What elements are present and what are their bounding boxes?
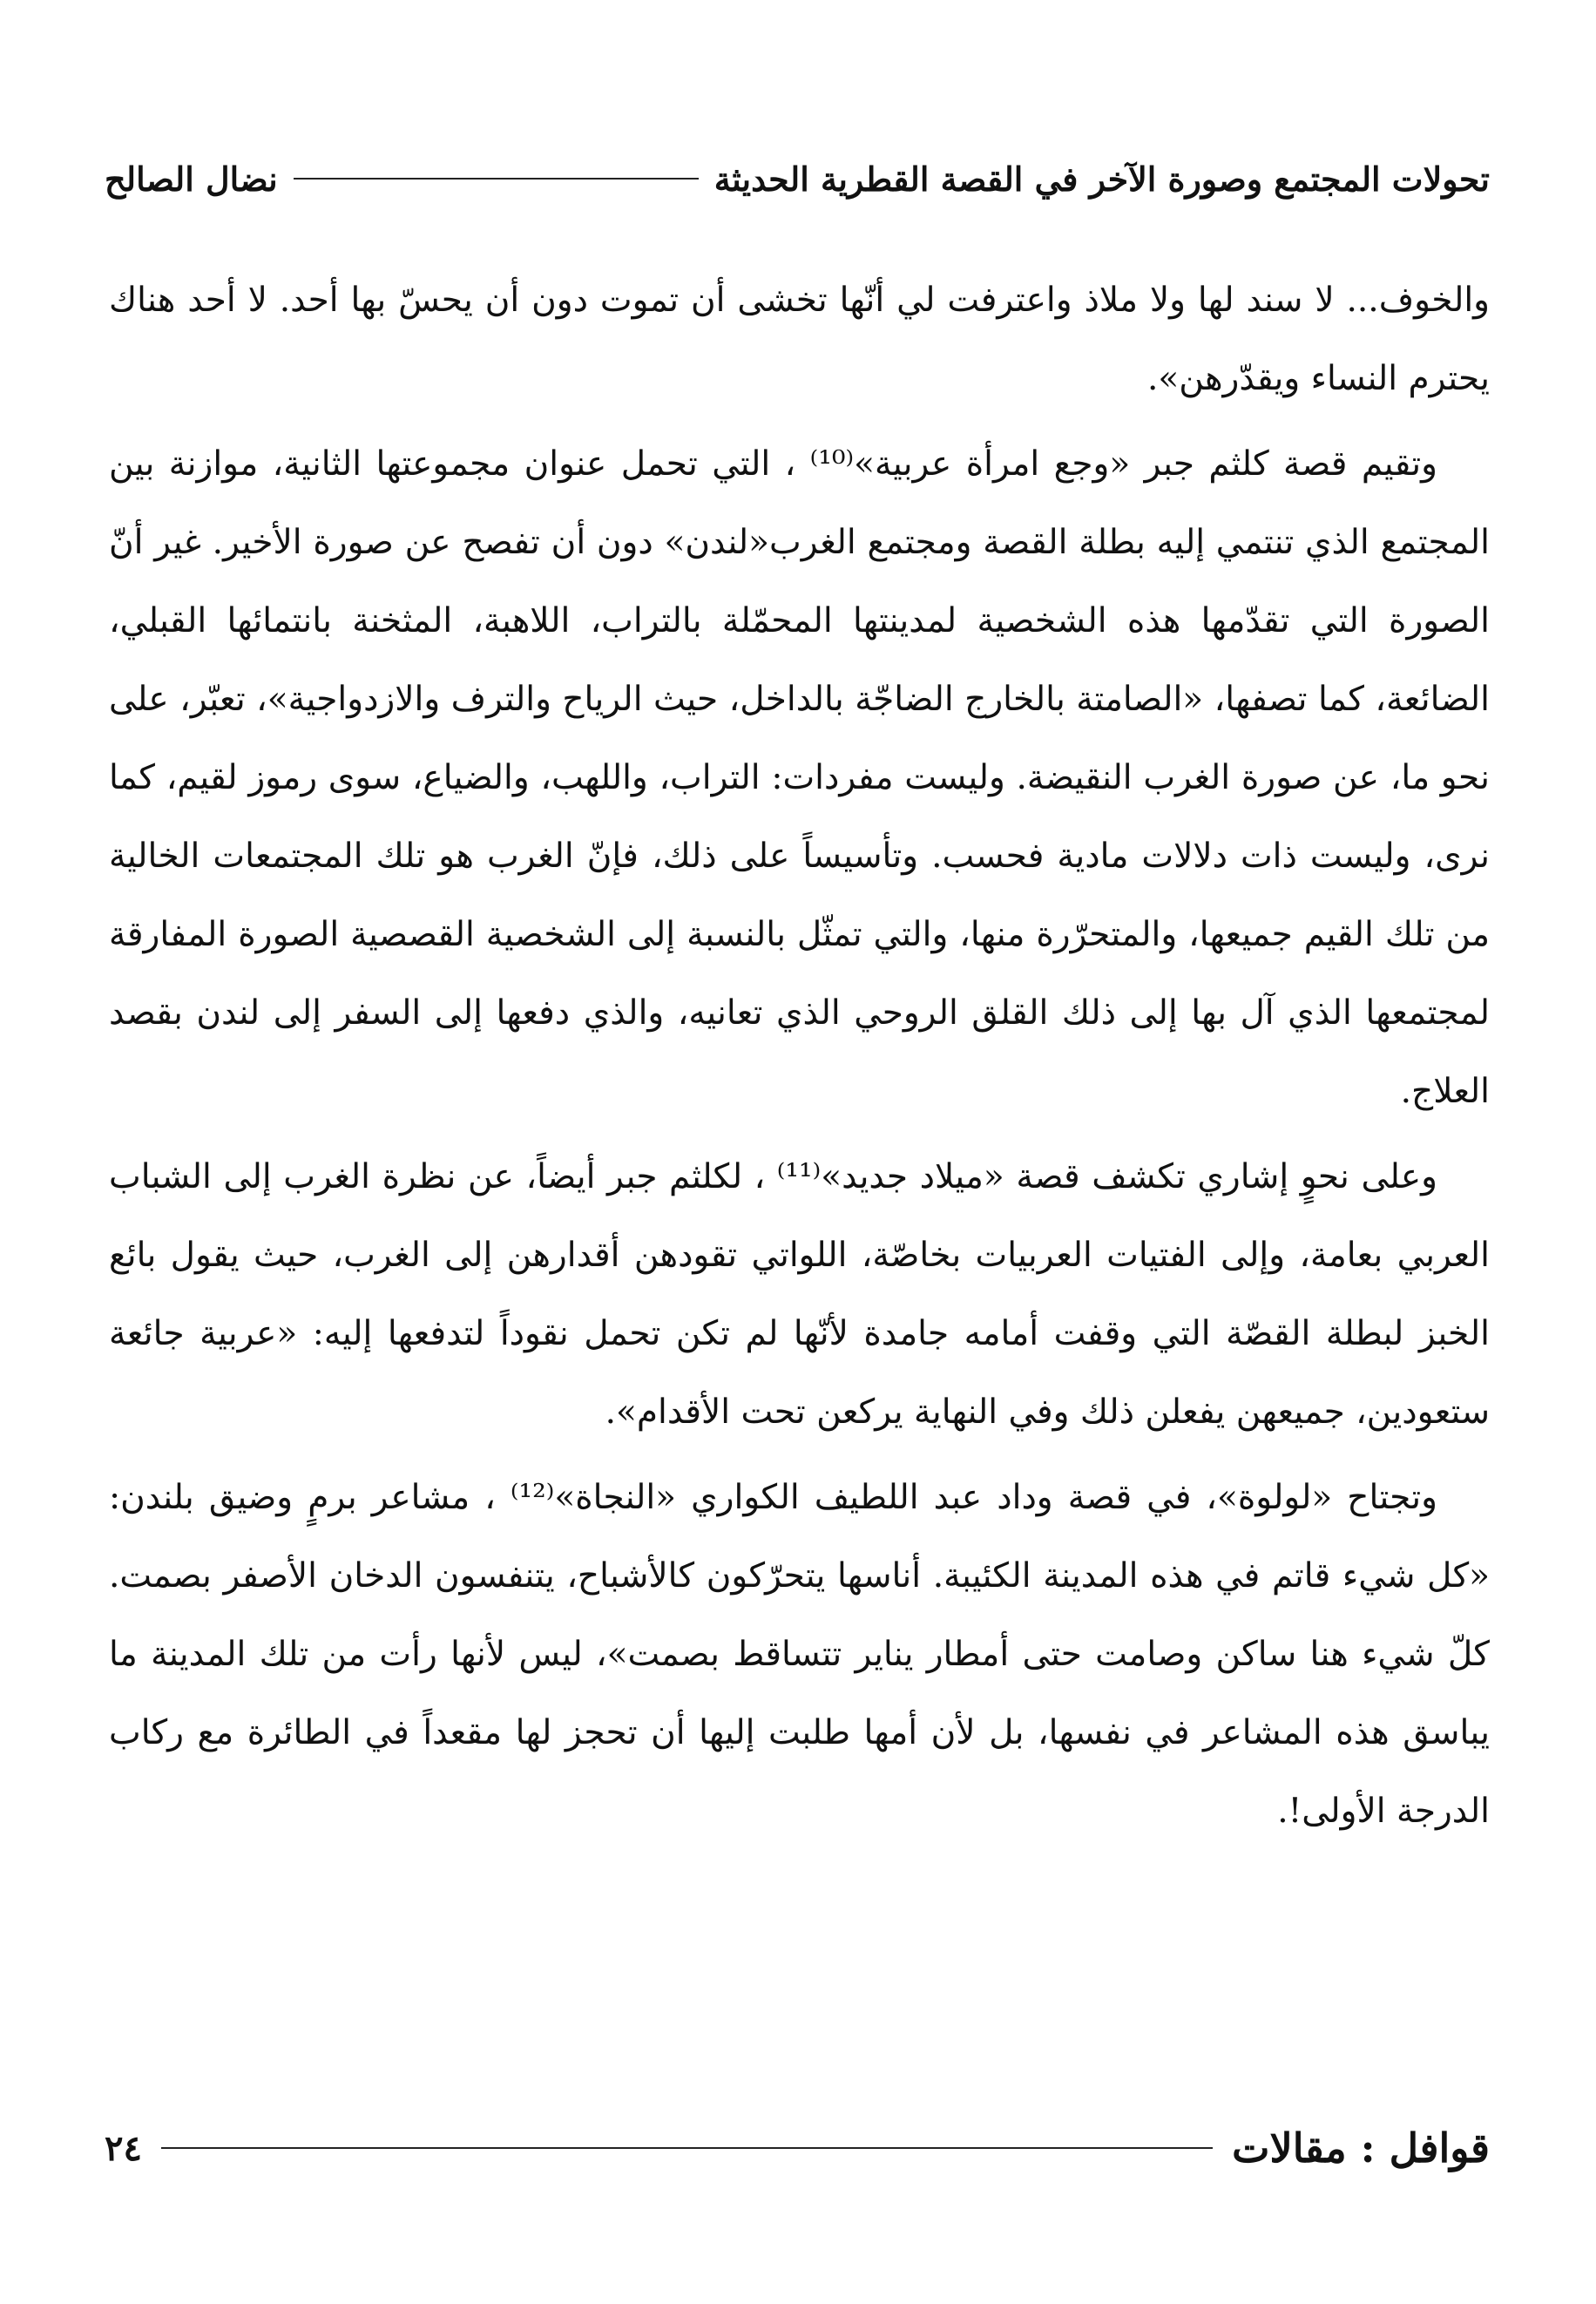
footer-journal-name: قوافل : مقالات — [1232, 2124, 1490, 2172]
paragraph: وتقيم قصة كلثم جبر «وجع امرأة عربية»⁽¹⁰⁾ ، التي تحمل عنوان مجموعتها الثانية، موازنة بين المجتمع الذي تنتمي إليه بطلة القصة ومجتمع الغرب«لندن» دون أن تفصح عن صورة الأخير. غير أنّ الصورة التي تقدّمها هذه الشخصية لمدينتها المحمّلة بالتراب، اللاهبة، المثخنة بانتمائها القبلي، الضائعة، كما تصفها، «الصامتة بالخارج الضاجّة بالداخل، حيث الرياح والترف والازدواجية»، تعبّر، على نحو ما، عن صورة الغرب النقيضة. وليست مفردات: التراب، واللهب، والضياع، سوى رموز لقيم، كما نرى، وليست ذات دلالات مادية فحسب. وتأسيساً على ذلك، فإنّ الغرب هو تلك المجتمعات الخالية من تلك القيم جميعها، والمتحرّرة منها، والتي تمثّل بالنسبة إلى الشخصية القصصية الصورة المفارقة لمجتمعها الذي آل بها إلى ذلك القلق الروحي الذي تعانيه، والذي دفعها إلى السفر إلى لندن بقصد العلاج. — [109, 444, 1491, 1111]
paragraph-continuation: والخوف... لا سند لها ولا ملاذ واعترفت لي أنّها تخشى أن تموت دون أن يحسّ بها أحد. لا أحد هناك يحترم النساء ويقدّرهن». — [109, 281, 1490, 398]
running-header-author: نضال الصالح — [105, 159, 278, 199]
running-header-title: تحولات المجتمع وصورة الآخر في القصة القطرية الحديثة — [713, 159, 1490, 199]
paragraph: وعلى نحوٍ إشاري تكشف قصة «ميلاد جديد»⁽¹¹⁾ ، لكلثم جبر أيضاً، عن نظرة الغرب إلى الشباب العربي بعامة، وإلى الفتيات العربيات بخاصّة، اللواتي تقودهن أقدارهن إلى الغرب، حيث يقول بائع الخبز لبطلة القصّة التي وقفت أمامه جامدة لأنّها لم تكن تحمل نقوداً لتدفعها إليه: «عربية جائعة ستعودين، جميعهن يفعلن ذلك وفي النهاية يركعن تحت الأقدام». — [109, 1157, 1490, 1432]
page-footer — [105, 2113, 1490, 2183]
paragraph: وتجتاح «لولوة»، في قصة وداد عبد اللطيف الكواري «النجاة»⁽¹²⁾ ، مشاعر برمٍ وضيق بلندن: «كل شيء قاتم في هذه المدينة الكئيبة. أناسها يتحرّكون كالأشباح، يتنفسون الدخان الأصفر بصمت. كلّ شيء هنا ساكن وصامت حتى أمطار يناير تتساقط بصمت»، ليس لأنها رأت من تلك المدينة ما يباسق هذه المشاعر في نفسها، بل لأن أمها طلبت إليها أن تحجز لها مقعداً في الطائرة مع ركاب الدرجة الأولى!. — [109, 1478, 1490, 1831]
header-rule — [294, 178, 699, 180]
running-header — [105, 152, 1490, 205]
article-body — [109, 261, 1490, 1858]
page-number: ٢٤ — [105, 2127, 142, 2169]
footer-rule — [161, 2147, 1213, 2149]
